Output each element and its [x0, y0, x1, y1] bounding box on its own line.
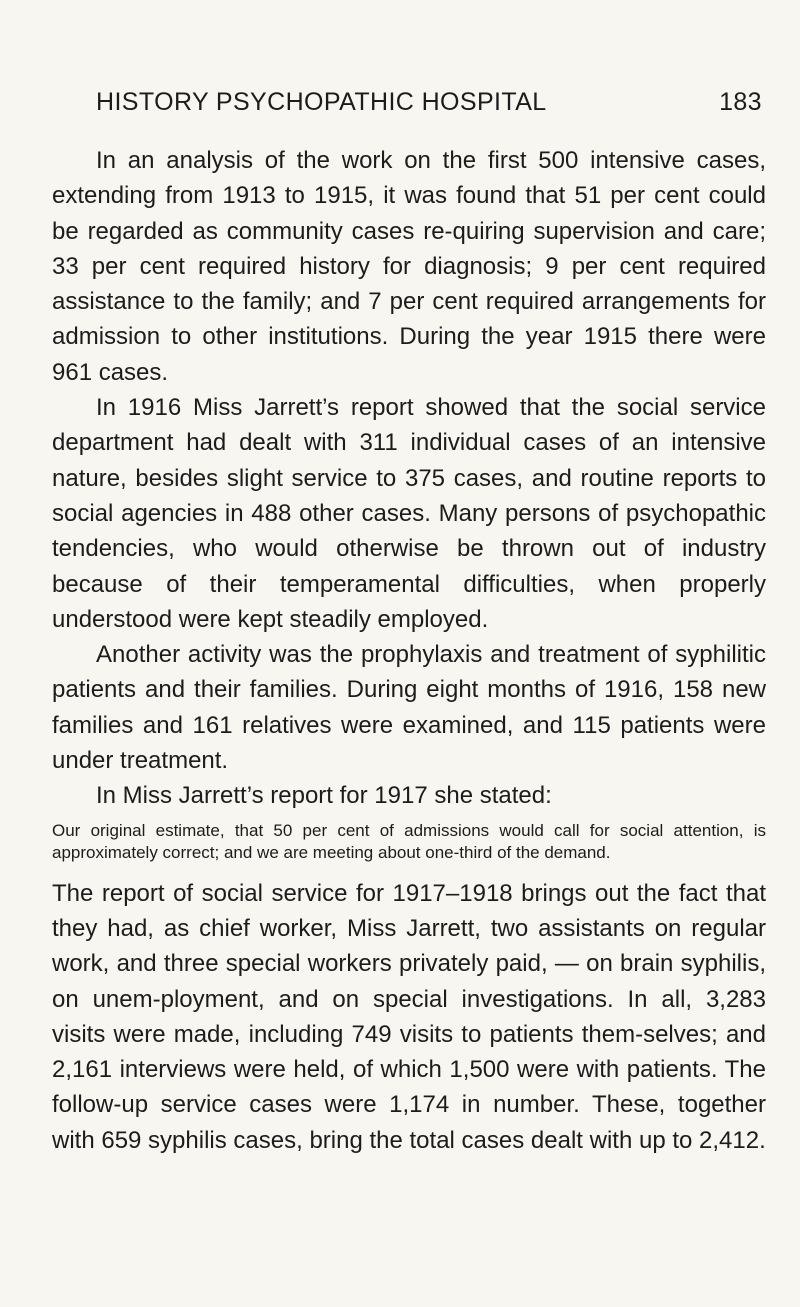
running-head-title: HISTORY PSYCHOPATHIC HOSPITAL: [96, 88, 547, 116]
paragraph-analysis-1913-1915: In an analysis of the work on the first 500 intensive cases, extending from 1913 to 1915, it was found that 51 per cent could be regarded as community cases re-quiring supervision and care; 33 per cent required history for diagnosis; 9 per cent required assistance to the family; and 7 per cent required arrangements for admission to other institutions. During the year 1915 there were 961 cases.: [52, 147, 766, 386]
body-text: [52, 143, 766, 1158]
block-quote: Our original estimate, that 50 per cent of admissions would call for social attention, is approximately correct; and we are meeting about one-third of the demand.: [52, 820, 766, 862]
paragraph-syphilis-prophylaxis: Another activity was the prophylaxis and treatment of syphilitic patients and their families. During eight months of 1916, 158 new families and 161 relatives were examined, and 115 patients were under treatment.: [52, 641, 766, 775]
paragraph-report-1917-intro: In Miss Jarrett’s report for 1917 she stated:: [96, 782, 552, 810]
paragraph-report-1916: In 1916 Miss Jarrett’s report showed that the social service department had dealt with 311 individual cases of an intensive nature, besides slight service to 375 cases, and routine reports to social agencies in 488 other cases. Many persons of psychopathic tendencies, who would otherwise be thrown out of industry because of their temperamental difficulties, when properly understood were kept steadily employed.: [52, 394, 766, 633]
running-head: [96, 85, 762, 119]
paragraph-report-1917-1918: The report of social service for 1917–1918 brings out the fact that they had, as chief worker, Miss Jarrett, two assistants on regular work, and three special workers privately paid, — on brain syphilis, on unem-ployment, and on special investigations. In all, 3,283 visits were made, including 749 visits to patients them-selves; and 2,161 interviews were held, of which 1,500 were with patients. The follow-up service cases were 1,174 in number. These, together with 659 syphilis cases, bring the total cases dealt with up to 2,412.: [52, 879, 766, 1154]
page-number: 183: [719, 88, 762, 116]
